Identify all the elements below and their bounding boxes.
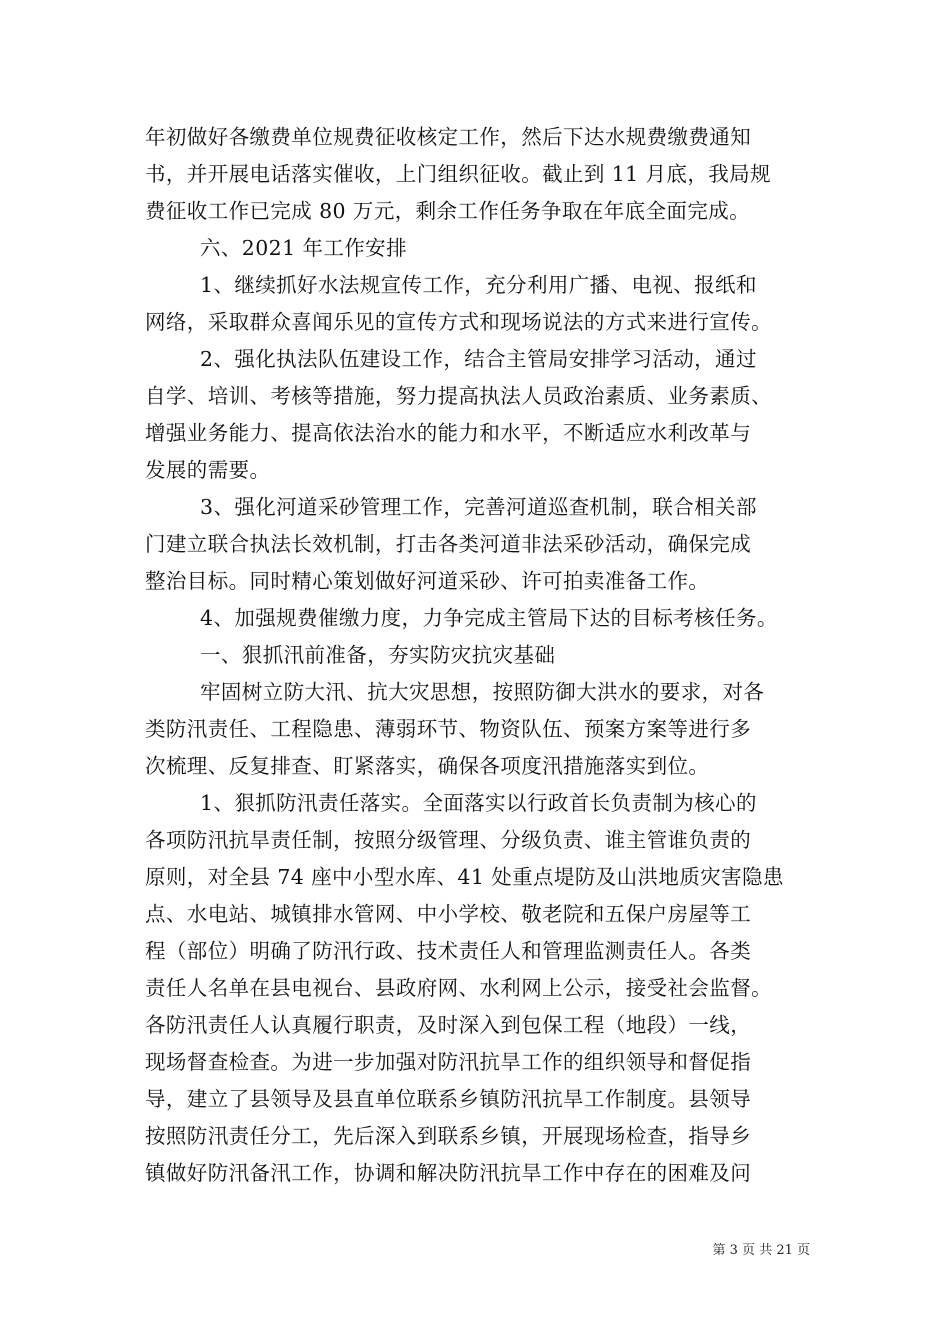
text-line: 镇做好防汛备汛工作，协调和解决防汛抗旱工作中存在的困难及问 xyxy=(145,1161,752,1185)
text-line: 网络，采取群众喜闻乐见的宣传方式和现场说法的方式来进行宣传。 xyxy=(145,310,772,334)
text-line: 3、强化河道采砂管理工作，完善河道巡查机制，联合相关部 xyxy=(200,495,757,519)
text-line: 责任人名单在县电视台、县政府网、水利网上公示，接受社会监督。 xyxy=(145,976,772,1000)
text-line: 各防汛责任人认真履行职责，及时深入到包保工程（地段）一线， xyxy=(145,1013,752,1037)
section-heading: 一、狠抓汛前准备，夯实防灾抗灾基础 xyxy=(200,643,556,667)
text-line: 点、水电站、城镇排水管网、中小学校、敬老院和五保户房屋等工 xyxy=(145,902,752,926)
text-line: 按照防汛责任分工，先后深入到联系乡镇，开展现场检查，指导乡 xyxy=(145,1124,752,1148)
text-line: 费征收工作已完成 80 万元，剩余工作任务争取在年底全面完成。 xyxy=(145,199,751,223)
text-line: 4、加强规费催缴力度，力争完成主管局下达的目标考核任务。 xyxy=(200,606,778,630)
text-line: 增强业务能力、提高依法治水的能力和水平，不断适应水利改革与 xyxy=(145,421,752,445)
text-line: 1、继续抓好水法规宣传工作，充分利用广播、电视、报纸和 xyxy=(200,273,757,297)
text-line: 年初做好各缴费单位规费征收核定工作，然后下达水规费缴费通知 xyxy=(145,125,752,149)
section-heading: 六、2021 年工作安排 xyxy=(200,236,407,260)
page-number-footer: 第 3 页 共 21 页 xyxy=(712,1243,810,1258)
text-line: 导，建立了县领导及县直单位联系乡镇防汛抗旱工作制度。县领导 xyxy=(145,1087,752,1111)
text-line: 2、强化执法队伍建设工作，结合主管局安排学习活动，通过 xyxy=(200,347,757,371)
text-line: 原则，对全县 74 座中小型水库、41 处重点堤防及山洪地质灾害隐患 xyxy=(145,865,784,889)
text-line: 自学、培训、考核等措施，努力提高执法人员政治素质、业务素质、 xyxy=(145,384,772,408)
text-line: 各项防汛抗旱责任制，按照分级管理、分级负责、谁主管谁负责的 xyxy=(145,828,752,852)
text-line: 发展的需要。 xyxy=(145,458,271,482)
text-line: 现场督查检查。为进一步加强对防汛抗旱工作的组织领导和督促指 xyxy=(145,1050,752,1074)
text-line: 门建立联合执法长效机制，打击各类河道非法采砂活动，确保完成 xyxy=(145,532,752,556)
text-line: 类防汛责任、工程隐患、薄弱环节、物资队伍、预案方案等进行多 xyxy=(145,717,752,741)
text-line: 书，并开展电话落实催收，上门组织征收。截止到 11 月底，我局规 xyxy=(145,162,771,186)
text-line: 整治目标。同时精心策划做好河道采砂、许可拍卖准备工作。 xyxy=(145,569,710,593)
text-line: 程（部位）明确了防汛行政、技术责任人和管理监测责任人。各类 xyxy=(145,939,752,963)
text-line: 次梳理、反复排查、盯紧落实，确保各项度汛措施落实到位。 xyxy=(145,754,710,778)
text-line: 牢固树立防大汛、抗大灾思想，按照防御大洪水的要求，对各 xyxy=(200,680,765,704)
text-line: 1、狠抓防汛责任落实。全面落实以行政首长负责制为核心的 xyxy=(200,791,757,815)
